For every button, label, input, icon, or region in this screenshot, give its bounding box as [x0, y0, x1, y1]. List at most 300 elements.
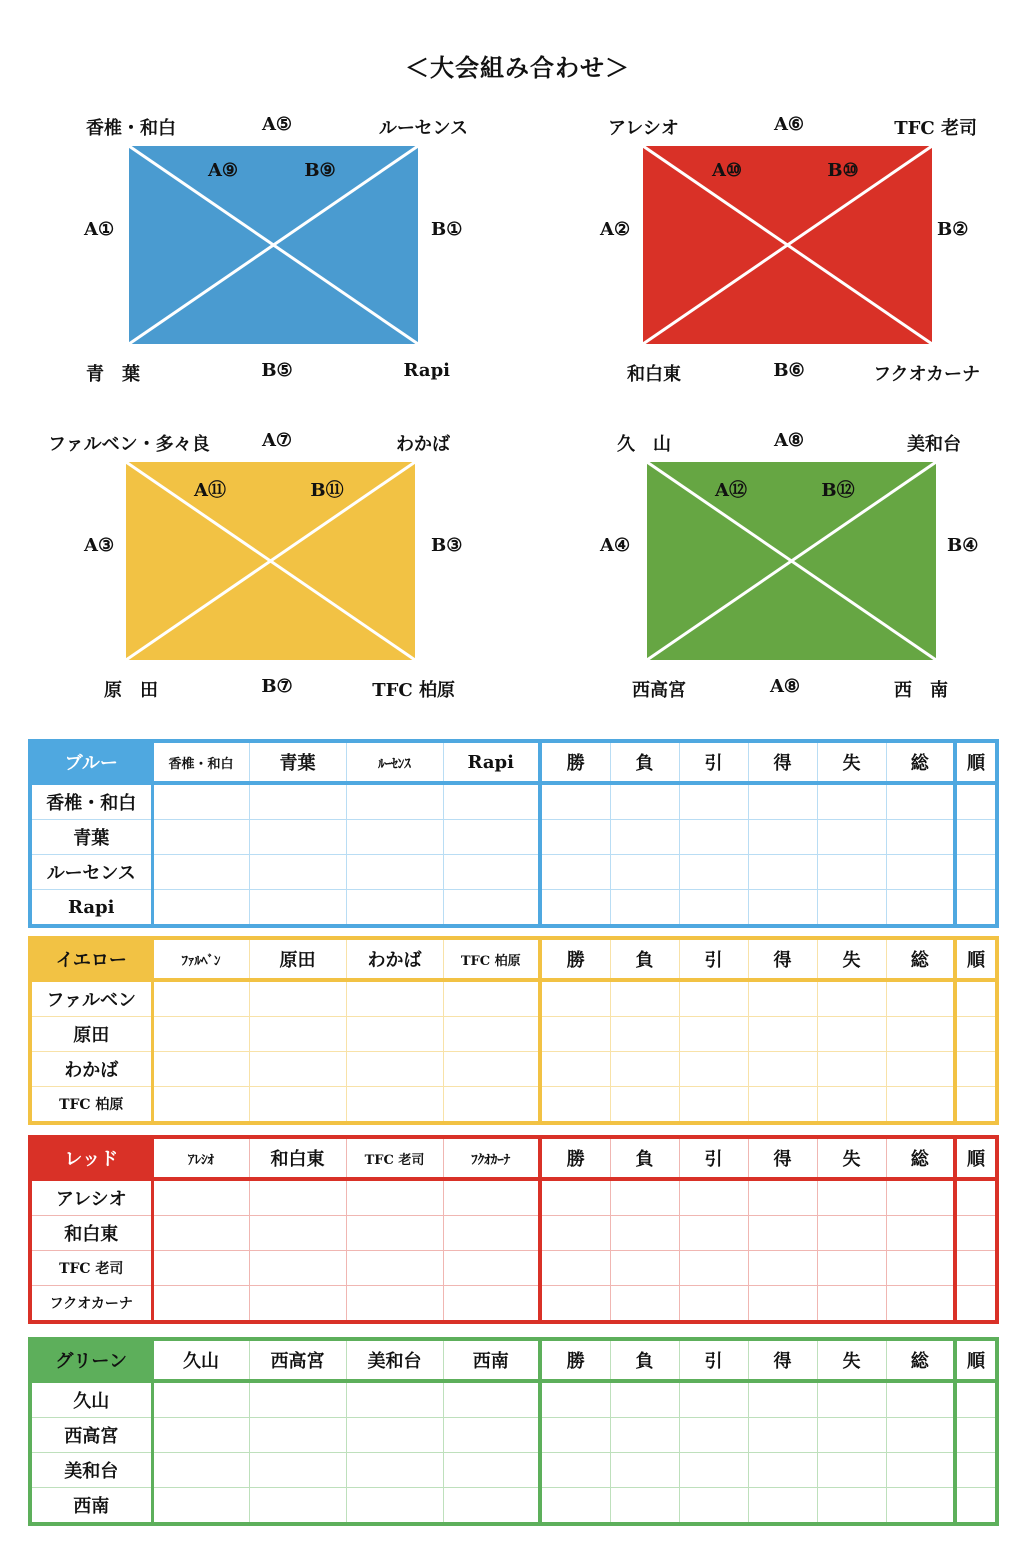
- score-cell[interactable]: [152, 1017, 249, 1052]
- stat-cell[interactable]: [679, 890, 748, 927]
- score-cell[interactable]: [346, 820, 443, 855]
- rank-header: 順: [955, 1339, 997, 1381]
- score-cell[interactable]: [249, 980, 346, 1017]
- stat-cell[interactable]: [679, 855, 748, 890]
- league-name: レッド: [30, 1137, 152, 1179]
- score-cell[interactable]: [346, 783, 443, 820]
- stat-header: 負: [610, 741, 679, 783]
- score-cell[interactable]: [152, 855, 249, 890]
- stat-cell[interactable]: [817, 1087, 886, 1124]
- score-cell[interactable]: [152, 1251, 249, 1286]
- match-label: A④: [600, 535, 631, 556]
- stat-header: 失: [817, 741, 886, 783]
- score-cell[interactable]: [249, 1251, 346, 1286]
- stat-cell[interactable]: [540, 1418, 610, 1453]
- opponent-header: 和白東: [249, 1137, 346, 1179]
- match-label: B⑥: [773, 360, 805, 381]
- stat-cell[interactable]: [679, 1251, 748, 1286]
- league-header-row: [30, 938, 997, 980]
- team-name: 西高宮: [30, 1418, 152, 1453]
- stat-cell[interactable]: [817, 820, 886, 855]
- opponent-header: 原田: [249, 938, 346, 980]
- stat-cell[interactable]: [610, 980, 679, 1017]
- score-cell[interactable]: [443, 1087, 540, 1124]
- match-label: A⑥: [773, 114, 805, 135]
- stat-cell[interactable]: [540, 1286, 610, 1323]
- score-cell[interactable]: [346, 980, 443, 1017]
- stat-cell[interactable]: [886, 1052, 955, 1087]
- opponent-header: 青葉: [249, 741, 346, 783]
- score-cell[interactable]: [346, 855, 443, 890]
- stat-cell[interactable]: [679, 783, 748, 820]
- stat-cell[interactable]: [886, 1017, 955, 1052]
- opponent-header: 久山: [152, 1339, 249, 1381]
- rank-cell[interactable]: [955, 1052, 997, 1087]
- team-label: TFC 柏原: [372, 680, 455, 701]
- score-cell[interactable]: [346, 1017, 443, 1052]
- stat-cell[interactable]: [540, 890, 610, 927]
- stat-cell[interactable]: [817, 1418, 886, 1453]
- score-cell[interactable]: [249, 1087, 346, 1124]
- stat-cell[interactable]: [748, 1216, 817, 1251]
- table-row: [30, 1251, 997, 1286]
- stat-cell[interactable]: [610, 783, 679, 820]
- score-cell[interactable]: [249, 1286, 346, 1323]
- table-row: [30, 1087, 997, 1124]
- stat-cell[interactable]: [817, 1052, 886, 1087]
- rank-header: 順: [955, 1137, 997, 1179]
- stat-header: 失: [817, 938, 886, 980]
- score-cell[interactable]: [346, 890, 443, 927]
- stat-header: 引: [679, 1137, 748, 1179]
- team-label: 美和台: [907, 434, 961, 455]
- rank-cell[interactable]: [955, 1381, 997, 1418]
- score-cell[interactable]: [249, 855, 346, 890]
- stat-header: 得: [748, 1137, 817, 1179]
- stat-cell[interactable]: [886, 1087, 955, 1124]
- table-row: [30, 1052, 997, 1087]
- score-cell[interactable]: [346, 1216, 443, 1251]
- score-cell[interactable]: [346, 1251, 443, 1286]
- match-label: B①: [431, 219, 463, 240]
- score-cell[interactable]: [443, 783, 540, 820]
- score-cell[interactable]: [152, 1381, 249, 1418]
- score-cell[interactable]: [152, 1087, 249, 1124]
- stat-cell[interactable]: [748, 1179, 817, 1216]
- score-cell[interactable]: [443, 1418, 540, 1453]
- rank-cell[interactable]: [955, 1488, 997, 1525]
- rank-cell[interactable]: [955, 890, 997, 927]
- table-row: [30, 890, 997, 927]
- stat-header: 得: [748, 741, 817, 783]
- bracket-cross: [129, 146, 418, 344]
- opponent-header: ﾙｰｾﾝｽ: [346, 741, 443, 783]
- team-label: 香椎・和白: [86, 118, 176, 139]
- stat-header: 負: [610, 1137, 679, 1179]
- stat-cell[interactable]: [540, 820, 610, 855]
- score-cell[interactable]: [152, 1418, 249, 1453]
- stat-cell[interactable]: [679, 1087, 748, 1124]
- bracket-box: [647, 462, 936, 660]
- opponent-header: ｱﾚｼｵ: [152, 1137, 249, 1179]
- stat-cell[interactable]: [748, 890, 817, 927]
- stat-cell[interactable]: [610, 820, 679, 855]
- table-row: [30, 1017, 997, 1052]
- stat-header: 引: [679, 741, 748, 783]
- stat-cell[interactable]: [886, 980, 955, 1017]
- stat-cell[interactable]: [540, 1216, 610, 1251]
- stat-header: 勝: [540, 938, 610, 980]
- score-cell[interactable]: [443, 855, 540, 890]
- stat-cell[interactable]: [886, 890, 955, 927]
- stat-header: 負: [610, 938, 679, 980]
- stat-cell[interactable]: [679, 1453, 748, 1488]
- bracket-cross: [643, 146, 932, 344]
- stat-cell[interactable]: [610, 1179, 679, 1216]
- score-cell[interactable]: [443, 1488, 540, 1525]
- score-cell[interactable]: [346, 1488, 443, 1525]
- team-label: 青 葉: [86, 364, 140, 385]
- stat-cell[interactable]: [748, 1381, 817, 1418]
- match-label: A⑧: [769, 676, 801, 697]
- stat-header: 得: [748, 1339, 817, 1381]
- bracket-cross: [126, 462, 415, 660]
- league-name: イエロー: [30, 938, 152, 980]
- stat-cell[interactable]: [610, 1453, 679, 1488]
- stat-cell[interactable]: [748, 1087, 817, 1124]
- score-cell[interactable]: [443, 1286, 540, 1323]
- stat-cell[interactable]: [817, 1453, 886, 1488]
- table-row: [30, 783, 997, 820]
- stat-cell[interactable]: [540, 1381, 610, 1418]
- score-cell[interactable]: [443, 1052, 540, 1087]
- stat-cell[interactable]: [748, 783, 817, 820]
- match-label: A⑫: [715, 480, 747, 501]
- table-row: [30, 980, 997, 1017]
- stat-cell[interactable]: [610, 1488, 679, 1525]
- stat-header: 得: [748, 938, 817, 980]
- stat-cell[interactable]: [886, 1488, 955, 1525]
- score-cell[interactable]: [443, 1216, 540, 1251]
- stat-cell[interactable]: [679, 1381, 748, 1418]
- stat-header: 勝: [540, 1137, 610, 1179]
- table-row: [30, 855, 997, 890]
- score-cell[interactable]: [152, 1179, 249, 1216]
- rank-header: 順: [955, 741, 997, 783]
- stat-cell[interactable]: [610, 1381, 679, 1418]
- score-cell[interactable]: [152, 820, 249, 855]
- opponent-header: 美和台: [346, 1339, 443, 1381]
- match-label: A⑤: [261, 114, 293, 135]
- rank-cell[interactable]: [955, 1216, 997, 1251]
- team-name: 久山: [30, 1381, 152, 1418]
- team-name: 香椎・和白: [30, 783, 152, 820]
- score-cell[interactable]: [346, 1418, 443, 1453]
- stat-header: 勝: [540, 741, 610, 783]
- stat-cell[interactable]: [540, 1453, 610, 1488]
- team-name: 西南: [30, 1488, 152, 1525]
- score-cell[interactable]: [249, 820, 346, 855]
- stat-cell[interactable]: [540, 1087, 610, 1124]
- table-row: [30, 1488, 997, 1525]
- bracket-cross: [647, 462, 936, 660]
- score-cell[interactable]: [346, 1453, 443, 1488]
- opponent-header: わかば: [346, 938, 443, 980]
- stat-cell[interactable]: [817, 1179, 886, 1216]
- score-cell[interactable]: [152, 783, 249, 820]
- stat-cell[interactable]: [610, 890, 679, 927]
- stat-header: 勝: [540, 1339, 610, 1381]
- score-cell[interactable]: [346, 1087, 443, 1124]
- score-cell[interactable]: [249, 1418, 346, 1453]
- team-name: ルーセンス: [30, 855, 152, 890]
- stat-cell[interactable]: [679, 820, 748, 855]
- rank-cell[interactable]: [955, 1179, 997, 1216]
- score-cell[interactable]: [443, 980, 540, 1017]
- team-name: わかば: [30, 1052, 152, 1087]
- match-label: A⑩: [711, 160, 743, 181]
- stat-cell[interactable]: [610, 1017, 679, 1052]
- stat-header: 引: [679, 938, 748, 980]
- stat-cell[interactable]: [886, 783, 955, 820]
- rank-cell[interactable]: [955, 1453, 997, 1488]
- table-row: [30, 820, 997, 855]
- match-label: A①: [84, 219, 115, 240]
- stat-header: 総: [886, 938, 955, 980]
- stat-header: 負: [610, 1339, 679, 1381]
- team-label: アレシオ: [608, 118, 679, 139]
- match-label: B⑦: [261, 676, 293, 697]
- stat-cell[interactable]: [540, 1017, 610, 1052]
- stat-cell[interactable]: [886, 1418, 955, 1453]
- stat-cell[interactable]: [610, 1251, 679, 1286]
- team-name: フクオカーナ: [30, 1286, 152, 1323]
- league-name: グリーン: [30, 1339, 152, 1381]
- stat-cell[interactable]: [540, 1488, 610, 1525]
- score-cell[interactable]: [249, 1052, 346, 1087]
- match-label: A⑨: [207, 160, 239, 181]
- match-label: B⑤: [261, 360, 293, 381]
- score-cell[interactable]: [443, 1179, 540, 1216]
- stat-cell[interactable]: [886, 1381, 955, 1418]
- stat-header: 総: [886, 741, 955, 783]
- rank-cell[interactable]: [955, 783, 997, 820]
- stat-cell[interactable]: [748, 1251, 817, 1286]
- stat-cell[interactable]: [817, 890, 886, 927]
- team-label: 久 山: [617, 434, 671, 455]
- score-cell[interactable]: [249, 1381, 346, 1418]
- team-label: TFC 老司: [894, 118, 977, 139]
- score-cell[interactable]: [249, 1216, 346, 1251]
- rank-cell[interactable]: [955, 820, 997, 855]
- opponent-header: ﾌｧﾙﾍﾞﾝ: [152, 938, 249, 980]
- stat-cell[interactable]: [886, 855, 955, 890]
- stat-cell[interactable]: [540, 1251, 610, 1286]
- stat-cell[interactable]: [540, 980, 610, 1017]
- bracket-box: [129, 146, 418, 344]
- stat-cell[interactable]: [886, 1453, 955, 1488]
- league-name: ブルー: [30, 741, 152, 783]
- stat-cell[interactable]: [748, 820, 817, 855]
- stat-cell[interactable]: [817, 1488, 886, 1525]
- stat-header: 失: [817, 1137, 886, 1179]
- stat-cell[interactable]: [679, 980, 748, 1017]
- league-header-row: [30, 741, 997, 783]
- table-row: [30, 1418, 997, 1453]
- team-label: わかば: [396, 434, 450, 455]
- match-label: A⑧: [773, 430, 805, 451]
- stat-cell[interactable]: [540, 1052, 610, 1087]
- stat-cell[interactable]: [748, 1017, 817, 1052]
- score-cell[interactable]: [152, 980, 249, 1017]
- stat-cell[interactable]: [817, 783, 886, 820]
- stat-cell[interactable]: [748, 1488, 817, 1525]
- rank-cell[interactable]: [955, 980, 997, 1017]
- score-cell[interactable]: [249, 1179, 346, 1216]
- stat-cell[interactable]: [817, 1017, 886, 1052]
- stat-cell[interactable]: [817, 1286, 886, 1323]
- score-cell[interactable]: [249, 890, 346, 927]
- score-cell[interactable]: [346, 1286, 443, 1323]
- team-name: TFC 老司: [30, 1251, 152, 1286]
- stat-cell[interactable]: [817, 1381, 886, 1418]
- team-label: 西高宮: [632, 680, 686, 701]
- score-cell[interactable]: [443, 1381, 540, 1418]
- stat-cell[interactable]: [679, 1488, 748, 1525]
- opponent-header: 西高宮: [249, 1339, 346, 1381]
- league-header-row: [30, 1137, 997, 1179]
- rank-cell[interactable]: [955, 1286, 997, 1323]
- opponent-header: ﾌｸｵｶｰﾅ: [443, 1137, 540, 1179]
- rank-cell[interactable]: [955, 1251, 997, 1286]
- match-label: B⑫: [821, 480, 855, 501]
- match-label: B④: [947, 535, 979, 556]
- stat-cell[interactable]: [886, 1251, 955, 1286]
- stat-cell[interactable]: [679, 1017, 748, 1052]
- score-cell[interactable]: [249, 1453, 346, 1488]
- score-cell[interactable]: [152, 1453, 249, 1488]
- score-cell[interactable]: [443, 820, 540, 855]
- stat-cell[interactable]: [886, 1216, 955, 1251]
- stat-cell[interactable]: [886, 820, 955, 855]
- score-cell[interactable]: [346, 1381, 443, 1418]
- score-cell[interactable]: [443, 1453, 540, 1488]
- bracket-box: [126, 462, 415, 660]
- stat-cell[interactable]: [610, 855, 679, 890]
- stat-header: 総: [886, 1339, 955, 1381]
- team-name: ファルベン: [30, 980, 152, 1017]
- score-cell[interactable]: [249, 1488, 346, 1525]
- stat-cell[interactable]: [748, 855, 817, 890]
- team-label: 原 田: [104, 680, 158, 701]
- score-cell[interactable]: [443, 1251, 540, 1286]
- match-label: B⑪: [310, 480, 344, 501]
- stat-cell[interactable]: [817, 855, 886, 890]
- stat-cell[interactable]: [886, 1286, 955, 1323]
- stat-cell[interactable]: [610, 1216, 679, 1251]
- team-label: ルーセンス: [378, 118, 468, 139]
- stat-cell[interactable]: [817, 980, 886, 1017]
- stat-header: 引: [679, 1339, 748, 1381]
- stat-cell[interactable]: [540, 1179, 610, 1216]
- score-cell[interactable]: [443, 1017, 540, 1052]
- rank-cell[interactable]: [955, 1017, 997, 1052]
- team-name: TFC 柏原: [30, 1087, 152, 1124]
- opponent-header: TFC 柏原: [443, 938, 540, 980]
- bracket-box: [643, 146, 932, 344]
- team-label: Rapi: [403, 360, 450, 381]
- stat-cell[interactable]: [817, 1216, 886, 1251]
- opponent-header: Rapi: [443, 741, 540, 783]
- league-table-yellow: [28, 936, 999, 1125]
- stat-cell[interactable]: [610, 1087, 679, 1124]
- stat-cell[interactable]: [679, 1418, 748, 1453]
- table-row: [30, 1453, 997, 1488]
- score-cell[interactable]: [346, 1179, 443, 1216]
- score-cell[interactable]: [443, 890, 540, 927]
- score-cell[interactable]: [152, 1488, 249, 1525]
- stat-cell[interactable]: [679, 1286, 748, 1323]
- opponent-header: TFC 老司: [346, 1137, 443, 1179]
- stat-cell[interactable]: [748, 1418, 817, 1453]
- stat-cell[interactable]: [540, 783, 610, 820]
- match-label: A②: [600, 219, 631, 240]
- stat-cell[interactable]: [610, 1052, 679, 1087]
- score-cell[interactable]: [152, 1052, 249, 1087]
- match-label: A⑦: [261, 430, 293, 451]
- table-row: [30, 1381, 997, 1418]
- team-label: フクオカーナ: [873, 364, 980, 385]
- stat-cell[interactable]: [817, 1251, 886, 1286]
- table-row: [30, 1286, 997, 1323]
- score-cell[interactable]: [249, 783, 346, 820]
- team-name: Rapi: [30, 890, 152, 927]
- team-label: 西 南: [894, 680, 948, 701]
- match-label: B⑨: [304, 160, 336, 181]
- stat-cell[interactable]: [748, 1286, 817, 1323]
- team-name: 和白東: [30, 1216, 152, 1251]
- stat-cell[interactable]: [679, 1216, 748, 1251]
- stat-cell[interactable]: [748, 1453, 817, 1488]
- table-row: [30, 1216, 997, 1251]
- stat-cell[interactable]: [610, 1418, 679, 1453]
- team-label: ファルベン・多々良: [48, 434, 210, 455]
- stat-cell[interactable]: [679, 1179, 748, 1216]
- score-cell[interactable]: [346, 1052, 443, 1087]
- stat-cell[interactable]: [610, 1286, 679, 1323]
- match-label: A⑪: [194, 480, 226, 501]
- rank-cell[interactable]: [955, 1087, 997, 1124]
- team-name: 青葉: [30, 820, 152, 855]
- score-cell[interactable]: [152, 890, 249, 927]
- stat-cell[interactable]: [886, 1179, 955, 1216]
- match-label: B②: [937, 219, 969, 240]
- stat-cell[interactable]: [748, 1052, 817, 1087]
- team-label: 和白東: [627, 364, 681, 385]
- stat-cell[interactable]: [748, 980, 817, 1017]
- score-cell[interactable]: [152, 1216, 249, 1251]
- stat-cell[interactable]: [679, 1052, 748, 1087]
- score-cell[interactable]: [152, 1286, 249, 1323]
- team-name: 原田: [30, 1017, 152, 1052]
- stat-cell[interactable]: [540, 855, 610, 890]
- league-header-row: [30, 1339, 997, 1381]
- score-cell[interactable]: [249, 1017, 346, 1052]
- rank-cell[interactable]: [955, 855, 997, 890]
- team-name: 美和台: [30, 1453, 152, 1488]
- stat-header: 失: [817, 1339, 886, 1381]
- rank-cell[interactable]: [955, 1418, 997, 1453]
